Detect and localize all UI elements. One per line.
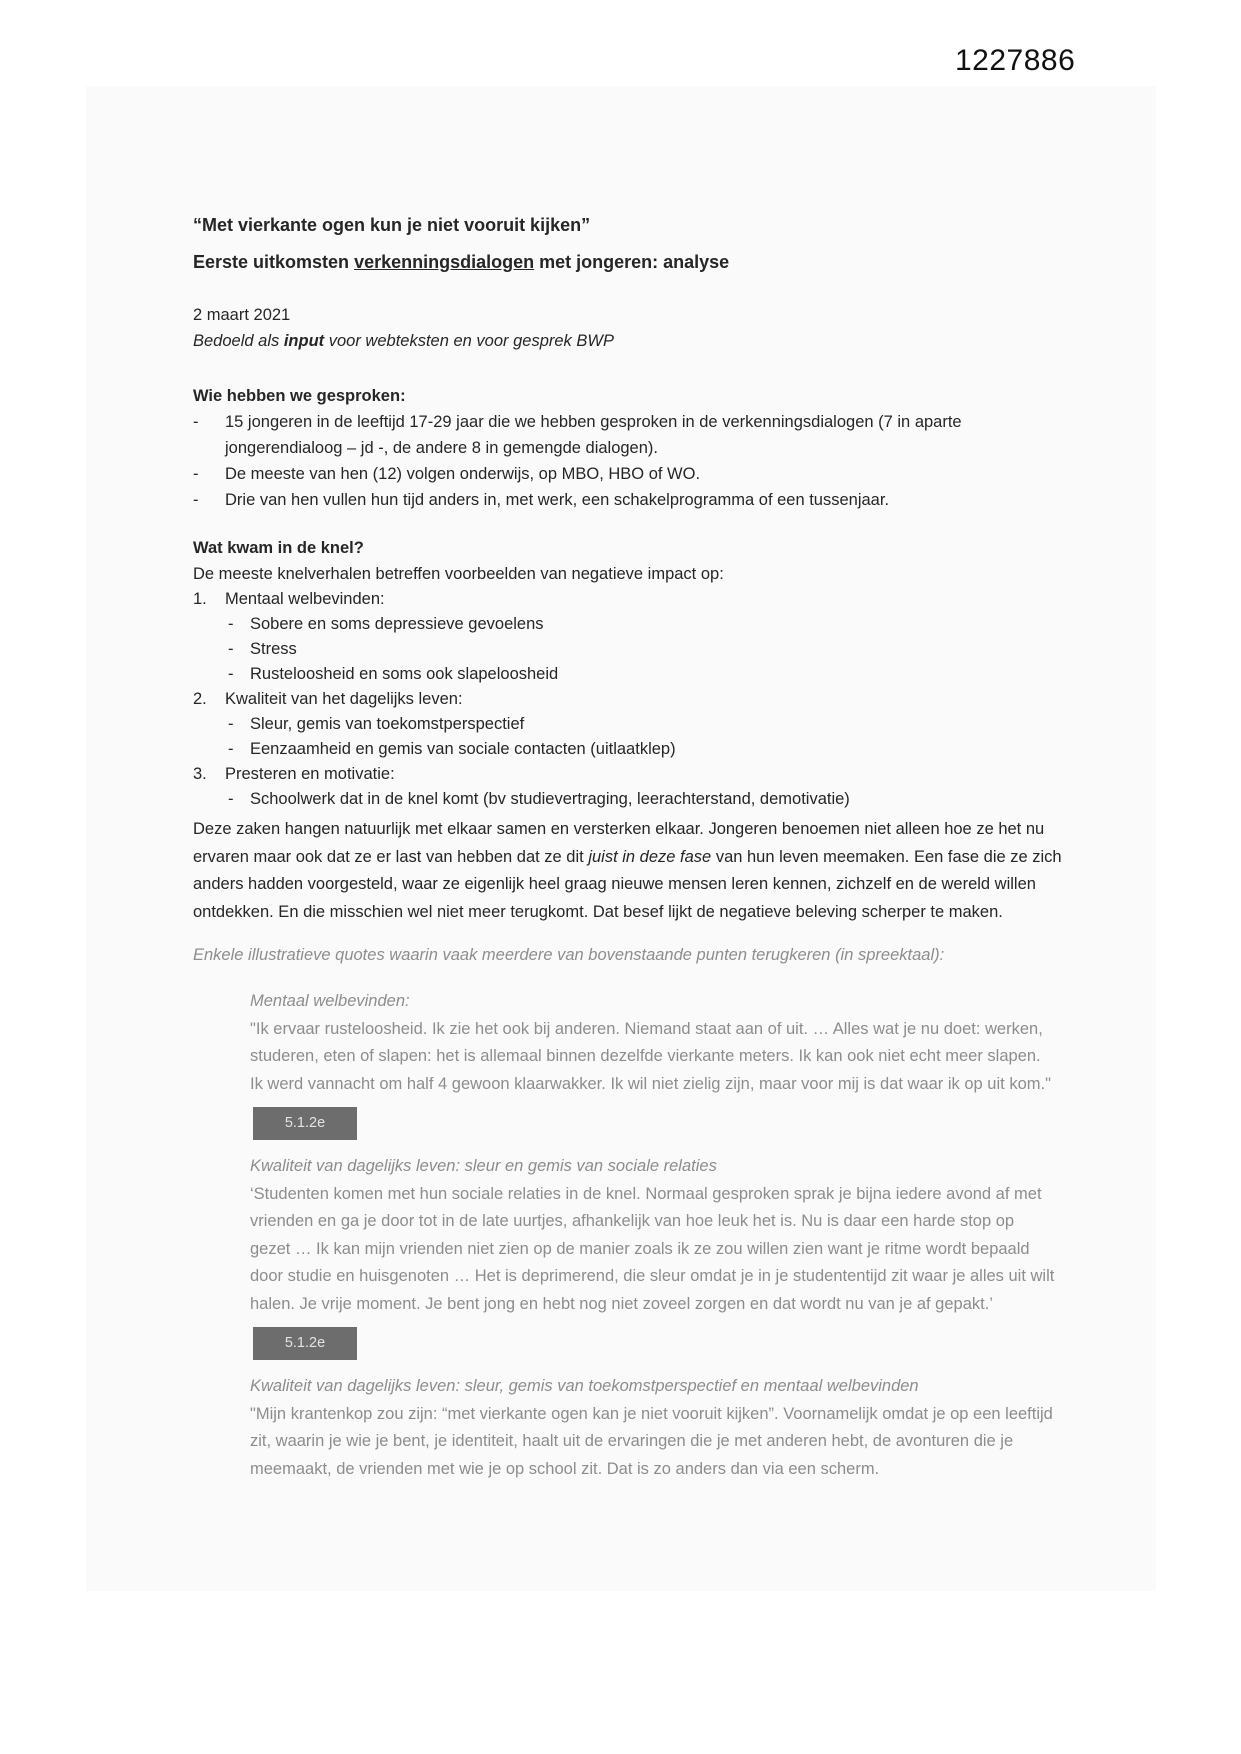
- sub-bullet-text: Sleur, gemis van toekomstperspectief: [250, 715, 525, 733]
- bullet-dash: -: [228, 740, 234, 758]
- purpose-line: [193, 328, 1077, 354]
- bullet-dash: -: [193, 413, 199, 431]
- quote-heading: Mentaal welbevinden:: [250, 992, 410, 1010]
- purpose-post: voor webteksten en voor gesprek BWP: [324, 332, 614, 350]
- sub-bullet-item: [193, 662, 1077, 687]
- bullet-dash: -: [228, 615, 234, 633]
- sub-title: [193, 249, 1077, 275]
- bullet-dash: -: [193, 491, 199, 509]
- closing-pre: Deze zaken hangen natuurlijk met elkaar samen en versterken elkaar. Jongeren benoemen niet alleen hoe ze het nu ervaren maar ook dat ze er last van hebben dat ze dit: [193, 820, 1045, 866]
- knel-heading: Wat kwam in de knel?: [193, 539, 364, 557]
- quote-heading: Kwaliteit van dagelijks leven: sleur, gemis van toekomstperspectief en mentaal welbevinden: [250, 1377, 919, 1395]
- document-content: [193, 212, 1077, 1483]
- numbered-item: [193, 762, 1077, 787]
- closing-italic-phrase: juist in deze fase: [588, 847, 712, 866]
- item-label: Kwaliteit van het dagelijks leven:: [225, 690, 463, 708]
- quote-body: "Ik ervaar rusteloosheid. Ik zie het ook bij anderen. Niemand staat aan of uit. … Alles wat je nu doet: werken, studeren, eten of slapen: het is allemaal binnen dezelfde vierkante meters. Ik kan ook niet echt meer slapen. Ik werd vannacht om half 4 gewoon klaarwakker. Ik wil niet zielig zijn, maar voor mij is dat waar ik op uit kom.": [250, 1019, 1051, 1093]
- redaction-box: 5.1.2e: [253, 1327, 357, 1360]
- bullet-item: [193, 461, 1077, 487]
- who-heading: Wie hebben we gesproken:: [193, 387, 406, 405]
- sub-bullet-item: [193, 712, 1077, 737]
- quotes-intro: Enkele illustratieve quotes waarin vaak meerdere van bovenstaande punten terugkeren (in spreektaal):: [193, 946, 945, 964]
- quote-body: ‘Studenten komen met hun sociale relaties in de knel. Normaal gesproken sprak je bijna iedere avond af met vrienden en ga je door tot in de late uurtjes, afhankelijk van hoe leuk het is. Nu is daar een harde stop op gezet … Ik kan mijn vrienden niet zien op de manier zoals ik ze zou willen zien want je ritme wordt bepaald door studie en huisgenoten … Het is deprimerend, die sleur omdat je in je studententijd zit waar je alles uit wilt halen. Je vrije moment. Je bent jong en hebt nog niet zoveel zorgen en dat wordt nu van je af gepakt.’: [250, 1184, 1055, 1313]
- numbered-item: [193, 687, 1077, 712]
- item-number: 3.: [193, 765, 207, 783]
- bullet-text: 15 jongeren in de leeftijd 17-29 jaar die we hebben gesproken in de verkenningsdialogen (7 in aparte jongerendialoog – jd -, de andere 8 in gemengde dialogen).: [225, 413, 962, 457]
- quote-block: [250, 988, 1056, 1140]
- bullet-dash: -: [228, 640, 234, 658]
- sub-bullet-text: Sobere en soms depressieve gevoelens: [250, 615, 544, 633]
- sub-bullet-item: [193, 612, 1077, 637]
- document-number-stamp: 1227886: [955, 44, 1076, 77]
- bullet-text: De meeste van hen (12) volgen onderwijs, op MBO, HBO of WO.: [225, 465, 701, 483]
- closing-paragraph: [193, 816, 1077, 926]
- bullet-dash: -: [228, 715, 234, 733]
- numbered-list: [193, 587, 1077, 812]
- sub-title-post: met jongeren: analyse: [534, 252, 730, 272]
- quote-body: "Mijn krantenkop zou zijn: “met vierkante ogen kan je niet vooruit kijken”. Voornamelijk omdat je op een leeftijd zit, waarin je wie je bent, je identiteit, haalt uit de ervaringen die je met anderen hebt, de avonturen die je meemaakt, de vrienden met wie je op school zit. Dat is zo anders dan via een scherm.: [250, 1404, 1053, 1478]
- bullet-text: Drie van hen vullen hun tijd anders in, met werk, een schakelprogramma of een tussenjaar.: [225, 491, 890, 509]
- sub-title-pre: Eerste uitkomsten: [193, 252, 355, 272]
- quote-block: [250, 1373, 1056, 1483]
- sub-bullet-text: Eenzaamheid en gemis van sociale contacten (uitlaatklep): [250, 740, 676, 758]
- sub-bullet-text: Schoolwerk dat in de knel komt (bv studievertraging, leerachterstand, demotivatie): [250, 790, 850, 808]
- quote-heading: Kwaliteit van dagelijks leven: sleur en gemis van sociale relaties: [250, 1157, 717, 1175]
- date-line: 2 maart 2021: [193, 306, 291, 324]
- redaction-box: 5.1.2e: [253, 1107, 357, 1140]
- bullet-dash: -: [228, 790, 234, 808]
- knel-intro: De meeste knelverhalen betreffen voorbeelden van negatieve impact op:: [193, 565, 724, 583]
- item-label: Mentaal welbevinden:: [225, 590, 385, 608]
- main-title: “Met vierkante ogen kun je niet vooruit kijken”: [193, 215, 591, 235]
- numbered-item: [193, 587, 1077, 612]
- bullet-item: [193, 487, 1077, 513]
- item-number: 1.: [193, 590, 207, 608]
- item-label: Presteren en motivatie:: [225, 765, 395, 783]
- sub-bullet-item: [193, 737, 1077, 762]
- sub-bullet-text: Rusteloosheid en soms ook slapeloosheid: [250, 665, 559, 683]
- purpose-pre: Bedoeld als: [193, 332, 284, 350]
- bullet-dash: -: [193, 465, 199, 483]
- bullet-item: [193, 409, 1077, 461]
- item-number: 2.: [193, 690, 207, 708]
- sub-bullet-item: [193, 787, 1077, 812]
- quote-text: [250, 1016, 1056, 1141]
- sub-title-underlined-word: verkenningsdialogen: [354, 252, 535, 272]
- bullet-dash: -: [228, 665, 234, 683]
- quote-text: [250, 1401, 1056, 1484]
- sub-bullet-text: Stress: [250, 640, 297, 658]
- sub-bullet-item: [193, 637, 1077, 662]
- closing-post: van hun leven meemaken. Een fase die ze zich anders hadden voorgesteld, waar ze eigenlijk heel graag nieuwe mensen leren kennen, zichzelf en de wereld willen ontdekken. En die misschien wel niet meer terugkomt. Dat besef lijkt de negatieve beleving scherper te maken.: [193, 847, 1062, 921]
- quote-text: [250, 1181, 1056, 1361]
- purpose-bold-word: input: [283, 332, 325, 350]
- quote-block: [250, 1153, 1056, 1360]
